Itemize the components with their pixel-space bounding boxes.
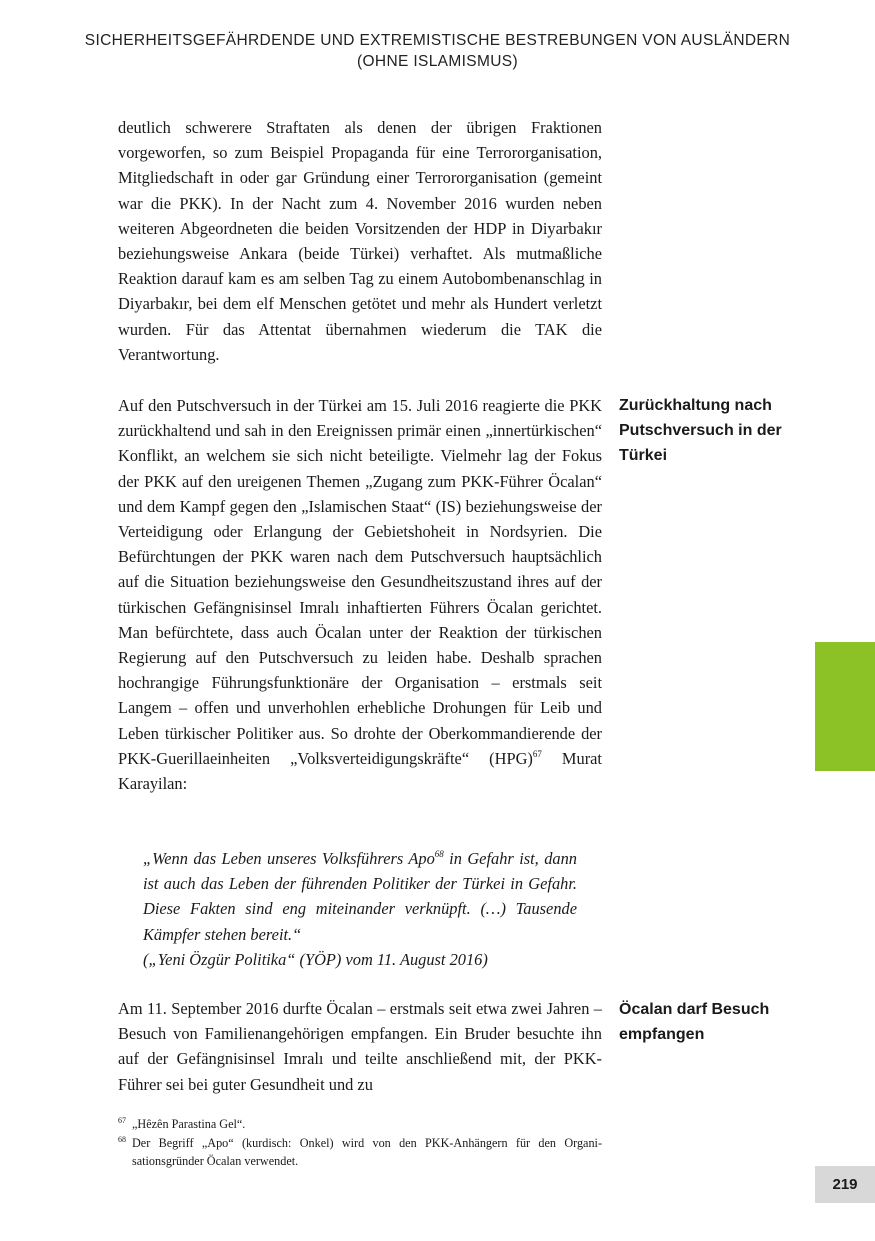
paragraph-2-tail: Murat Karayilan: xyxy=(118,748,602,794)
footnote-ref-67[interactable]: 67 xyxy=(532,748,542,759)
footnote-number: 67 xyxy=(118,1116,126,1125)
quote-source: („Yeni Özgür Politika“ (YÖP) vom 11. August 2016) xyxy=(143,949,488,969)
paragraph-2-text xyxy=(118,393,602,796)
footnote-68 xyxy=(118,1134,602,1170)
footnote-67 xyxy=(118,1115,602,1133)
footnote-text: „Hêzên Parastina Gel“. xyxy=(132,1117,246,1131)
footnotes xyxy=(118,1115,602,1171)
quote-rest: in Gefahr ist, dann ist auch das Leben der führenden Politiker der Türkei in Gefahr. Diese Fakten sind eng miteinander verknüpft. (…) Tausende Kämpfer stehen bereit.“ xyxy=(143,849,577,944)
footnote-ref-68[interactable]: 68 xyxy=(434,849,444,859)
paragraph-2 xyxy=(118,393,602,796)
footnote-text: Der Begriff „Apo“ (kurdisch: Onkel) wird von den PKK-Anhängern für den Organisationsgründer Öcalan verwendet. xyxy=(132,1136,602,1168)
paragraph-2-main: Auf den Putschversuch in der Türkei am 15. Juli 2016 reagierte die PKK zurückhaltend und sah in den Ereignissen primär einen „innertürkischen“ Konflikt, an welchem sie sich nicht beteiligte. Vielmehr lag der Fokus der PKK auf den ureigenen Themen „Zugang zum PKK-Führer Öcalan“ und dem Kampf gegen den „Islamischen Staat“ (IS) beziehungsweise der Verteidigung oder Erlangung der Gebietshoheit in Nordsyrien. Die Befürchtungen der PKK waren nach dem Putschversuch hauptsächlich auf die Situation beziehungsweise den Gesundheitszustand ihres auf der türkischen Gefängnisinsel Imralı inhaftierten Führers Öcalan gerichtet. Man befürchtete, dass auch Öcalan unter der Reaktion der türkischen Regierung auf den Putschversuch zu leiden habe. Deshalb sprachen hochrangige Führungsfunktionäre der Organisation – erstmals seit Langem – offen und unverhohlen erhebliche Drohungen für Leib und Leben türkischer Politiker aus. So drohte der Oberkommandierende der PKK-Guerillaeinheiten „Volksverteidigungskräfte“ (HPG) xyxy=(118,396,602,768)
block-quote xyxy=(143,846,577,972)
header-title: SICHERHEITSGEFÄHRDENDE UND EXTREMISTISCHE BESTREBUNGEN VON AUSLÄNDERN xyxy=(84,32,791,49)
paragraph-1-text: deutlich schwerere Straftaten als denen der übrigen Fraktionen vorgeworfen, so zum Beispiel Propaganda für eine Terrororganisation, Mitgliedschaft in oder gar Gründung einer Terrororganisation (gemeint war die PKK). In der Nacht zum 4. November 2016 wurden neben weiteren Abgeordneten die beiden Vorsitzenden der HDP in Diyarbakır beziehungsweise Ankara (beide Türkei) verhaftet. Als mutmaßliche Reaktion darauf kam es am selben Tag zu einem Autobombenanschlag in Diyarbakır, bei dem elf Menschen getötet und mehr als Hundert verletzt wurden. Für das Attentat übernahmen wiederum die TAK die Verantwortung. xyxy=(118,118,602,364)
paragraph-3-text: Am 11. September 2016 durfte Öcalan – erstmals seit etwa zwei Jahren – Besuch von Familienangehörigen empfangen. Ein Bruder besuchte ihn auf der Gefängnisinsel Imralı und teilte anschließend mit, der PKK-Führer sei bei guter Gesundheit und zu xyxy=(118,999,602,1094)
paragraph-3 xyxy=(118,996,602,1097)
paragraph-1 xyxy=(118,115,602,367)
quote-text xyxy=(143,846,577,947)
header-subtitle: (OHNE ISLAMISMUS) xyxy=(357,53,518,70)
running-header xyxy=(0,30,875,72)
footnote-number: 68 xyxy=(118,1135,126,1144)
page-number: 219 xyxy=(815,1166,875,1203)
chapter-tab-marker xyxy=(815,642,875,771)
margin-note-putsch: Zurückhaltung nach Putschversuch in der Türkei xyxy=(619,397,782,464)
margin-note-besuch: Öcalan darf Besuch empfangen xyxy=(619,1001,770,1043)
quote-start: „Wenn das Leben unseres Volksführers Apo xyxy=(143,849,435,868)
